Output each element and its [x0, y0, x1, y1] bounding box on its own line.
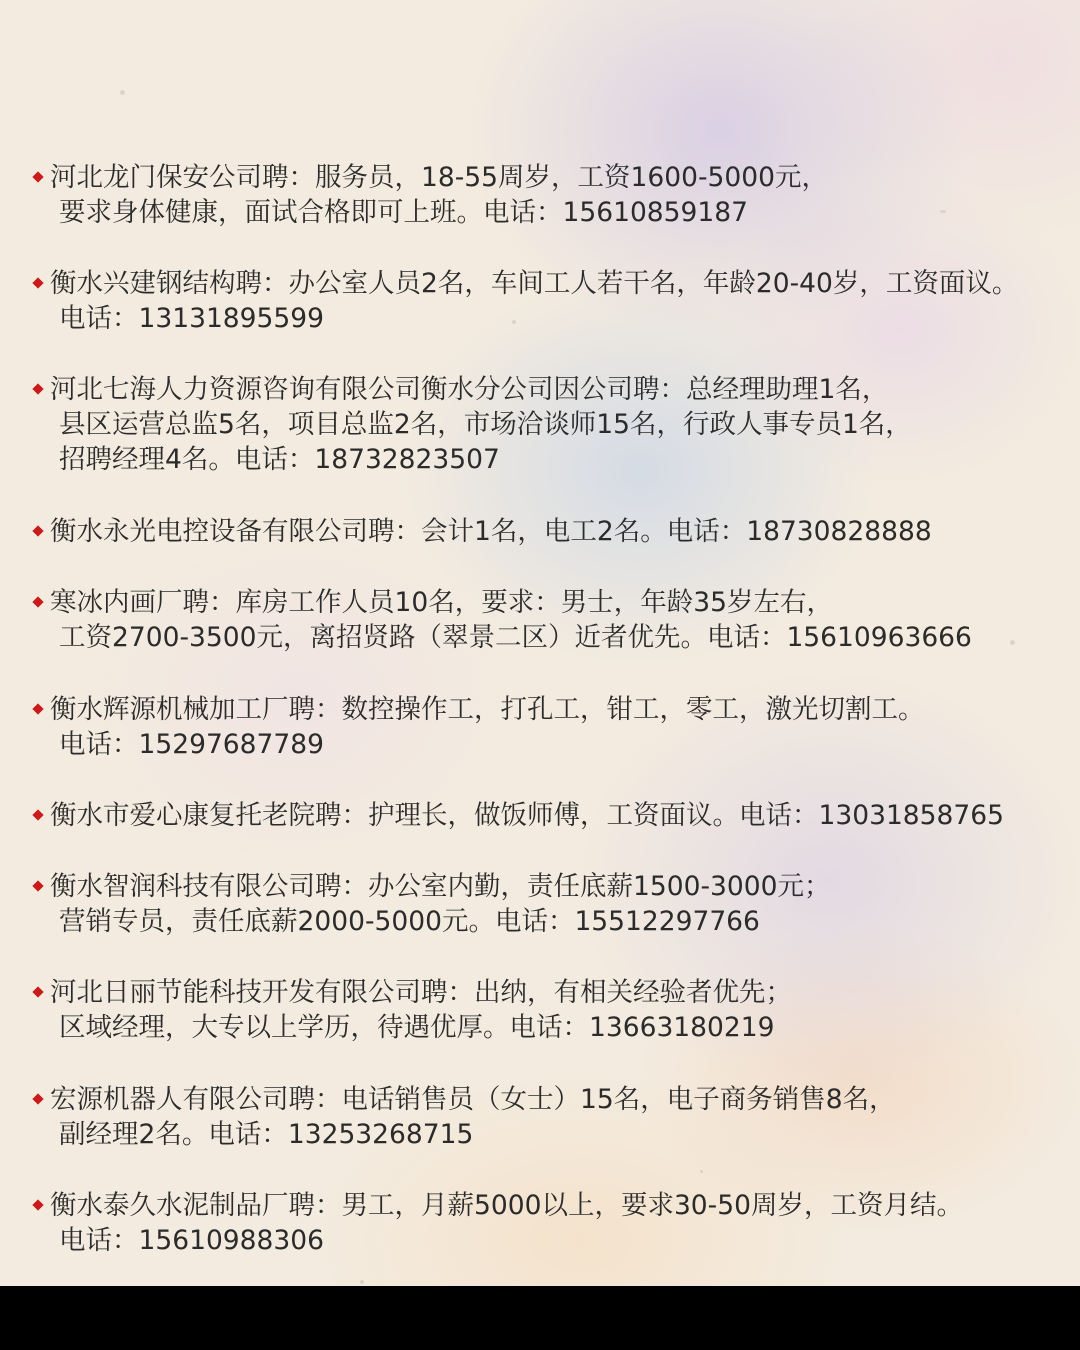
job-listing — [32, 585, 1062, 655]
listing-line: 电话：13131895599 — [59, 303, 324, 334]
job-listing — [32, 160, 1062, 230]
listing-line: 宏源机器人有限公司聘：电话销售员（女士）15名，电子商务销售8名， — [32, 1082, 1062, 1117]
listing-line: 招聘经理4名。电话：18732823507 — [59, 444, 500, 475]
paper-fleck — [120, 90, 125, 95]
paper-fleck — [360, 1280, 364, 1284]
job-listing — [32, 1188, 1062, 1258]
listing-line: 县区运营总监5名，项目总监2名，市场洽谈师15名，行政人事专员1名， — [59, 409, 912, 440]
listing-line: 衡水市爱心康复托老院聘：护理长，做饭师傅，工资面议。电话：13031858765 — [32, 798, 1062, 833]
listing-line: 河北龙门保安公司聘：服务员，18-55周岁，工资1600-5000元， — [32, 160, 1062, 195]
diamond-bullet-icon — [32, 596, 43, 607]
diamond-bullet-icon — [32, 1199, 43, 1210]
diamond-bullet-icon — [32, 880, 43, 891]
diamond-bullet-icon — [32, 171, 43, 182]
job-listing — [32, 975, 1062, 1045]
paper-fleck — [700, 1170, 703, 1173]
diamond-bullet-icon — [32, 703, 43, 714]
diamond-bullet-icon — [32, 277, 43, 288]
job-listing — [32, 372, 1062, 477]
job-listing — [32, 266, 1062, 336]
listing-line: 衡水兴建钢结构聘：办公室人员2名，车间工人若干名，年龄20-40岁，工资面议。 — [32, 266, 1062, 301]
job-listing — [32, 514, 1062, 549]
diamond-bullet-icon — [32, 1093, 43, 1104]
listing-line: 要求身体健康，面试合格即可上班。电话：15610859187 — [59, 197, 748, 228]
listing-line: 河北日丽节能科技开发有限公司聘：出纳，有相关经验者优先； — [32, 975, 1062, 1010]
listing-line: 副经理2名。电话：13253268715 — [59, 1119, 474, 1150]
listing-line: 衡水辉源机械加工厂聘：数控操作工，打孔工，钳工，零工，激光切割工。 — [32, 692, 1062, 727]
diamond-bullet-icon — [32, 525, 43, 536]
diamond-bullet-icon — [32, 383, 43, 394]
job-listing — [32, 692, 1062, 762]
listing-line: 衡水智润科技有限公司聘：办公室内勤，责任底薪1500-3000元； — [32, 869, 1062, 904]
bottom-black-bar — [0, 1286, 1080, 1350]
job-listing — [32, 798, 1062, 833]
listing-line: 电话：15610988306 — [59, 1225, 324, 1256]
diamond-bullet-icon — [32, 986, 43, 997]
job-listing — [32, 869, 1062, 939]
listing-line: 衡水泰久水泥制品厂聘：男工，月薪5000以上，要求30-50周岁，工资月结。 — [32, 1188, 1062, 1223]
listing-line: 寒冰内画厂聘：库房工作人员10名，要求：男士，年龄35岁左右， — [32, 585, 1062, 620]
listing-line: 区域经理，大专以上学历，待遇优厚。电话：13663180219 — [59, 1012, 775, 1043]
diamond-bullet-icon — [32, 809, 43, 820]
listing-line: 工资2700-3500元，离招贤路（翠景二区）近者优先。电话：15610963666 — [59, 622, 972, 653]
job-listing — [32, 1082, 1062, 1152]
listing-line: 营销专员，责任底薪2000-5000元。电话：15512297766 — [59, 906, 760, 937]
listing-line: 河北七海人力资源咨询有限公司衡水分公司因公司聘：总经理助理1名， — [32, 372, 1062, 407]
listing-line: 衡水永光电控设备有限公司聘：会计1名，电工2名。电话：18730828888 — [32, 514, 1062, 549]
listing-line: 电话：15297687789 — [59, 729, 324, 760]
